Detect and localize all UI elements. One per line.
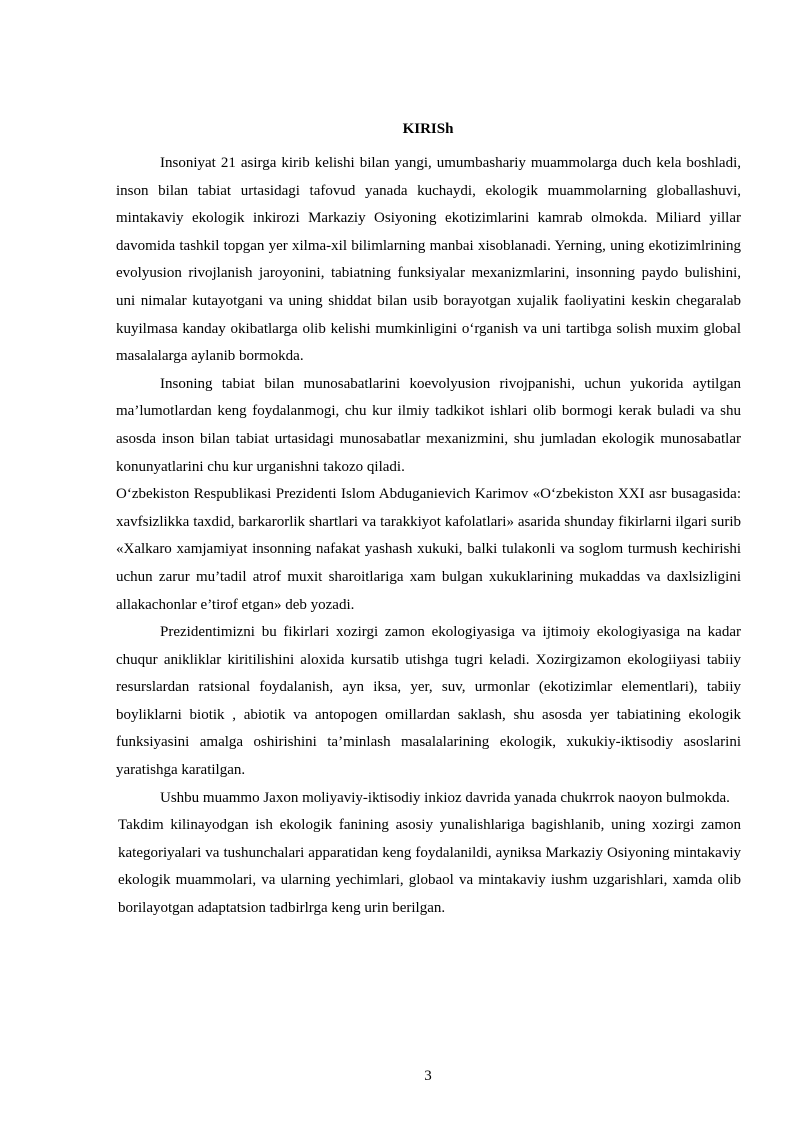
paragraph-6: Takdim kilinayodgan ish ekologik fanining asosiy yunalishlariga bagishlanib, uning xozirgi zamon kategoriyalari va tushunchalari apparatidan keng foydalanildi, ayniksa Markaziy Osiyoning mintakaviy ekologik muammolari, va ularning yechimlari, globaol va mintakaviy iushm uzgarishlari, xamda olib borilayotgan adaptatsion tadbirlrga keng urin berilgan. [118, 817, 741, 917]
paragraph-1: Insoniyat 21 asirga kirib kelishi bilan yangi, umumbashariy muammolarga duch kela boshladi, inson bilan tabiat urtasidagi tafovud yanada kuchaydi, ekologik muammolarning globallashuvi, mintakaviy ekologik inkirozi Markaziy Osiyoning ekotizimlarini kamrab olmokda. Miliard yillar davomida tashkil topgan yer xilma-xil bilimlarning manbai xisoblanadi. Yerning, uning ekotizimlrining evolyusion rivojlanish jaroyonini, tabiatning funksiyalar mexanizmlarini, insonning paydo bulishini, uni nimalar kutayotgani va uning shiddat bilan usib borayotgan xujalik faoliyatini keskin chegaralab kuyilmasa kanday okibatlarga olib kelishi mumkinligini o‘rganish va uni tartibga solish muxim global masalalarga aylanib bormokda. [116, 155, 741, 365]
body-text [116, 150, 741, 923]
page-number: 3 [424, 1068, 432, 1084]
paragraph-5: Ushbu muammo Jaxon moliyaviy-iktisodiy inkioz davrida yanada chukrrok naoyon bulmokda. [160, 789, 730, 806]
paragraph-2: Insoning tabiat bilan munosabatlarini koevolyusion rivojpanishi, uchun yukorida aytilgan ma’lumotlardan keng foydalanmogi, chu kur ilmiy tadkikot ishlari olib bormogi kerak buladi va shu asosda inson bilan tabiat urtasidagi munosabatlar mexanizmini, shu jumladan ekologik munosabatlar konunyatlarini chu kur urganishni takozo qiladi. [116, 375, 741, 475]
paragraph-3: O‘zbekiston Respublikasi Prezidenti Islom Abduganievich Karimov «O‘zbekiston XXI asr busagasida: xavfsizlikka taxdid, barkarorlik shartlari va tarakkiyot kafolatlari» asarida shunday fikirlarni ilgari surib «Xalkaro xamjamiyat insonning nafakat yashash xukuki, balki tulakonli va soglom turmush kechirishi uchun zarur mu’tadil atrof muxit sharoitlariga xam bulgan xukuklarining mukaddas va daxlsizligini allakachonlar e’tirof etgan» deb yozadi. [116, 486, 741, 613]
paragraph-4: Prezidentimizni bu fikirlari xozirgi zamon ekologiyasiga va ijtimoiy ekologiyasiga na kadar chuqur anikliklar kiritilishini aloxida kursatib utishga tugri keladi. Xozirgizamon ekologiiyasi tabiiy resurslardan ratsional foydalanish, ayn iksa, yer, suv, urmonlar (ekotizimlar elementlari), tabiiy boyliklarni biotik , abiotik va antopogen omillardan saklash, shu asosda yer tabiatining ekologik funksiyasini amalga oshirishini ta’minlash masalalarining ekologik, xukukiy-iktisodiy asoslarini yaratishga karatilgan. [116, 624, 741, 779]
section-title: KIRISh [402, 121, 454, 137]
